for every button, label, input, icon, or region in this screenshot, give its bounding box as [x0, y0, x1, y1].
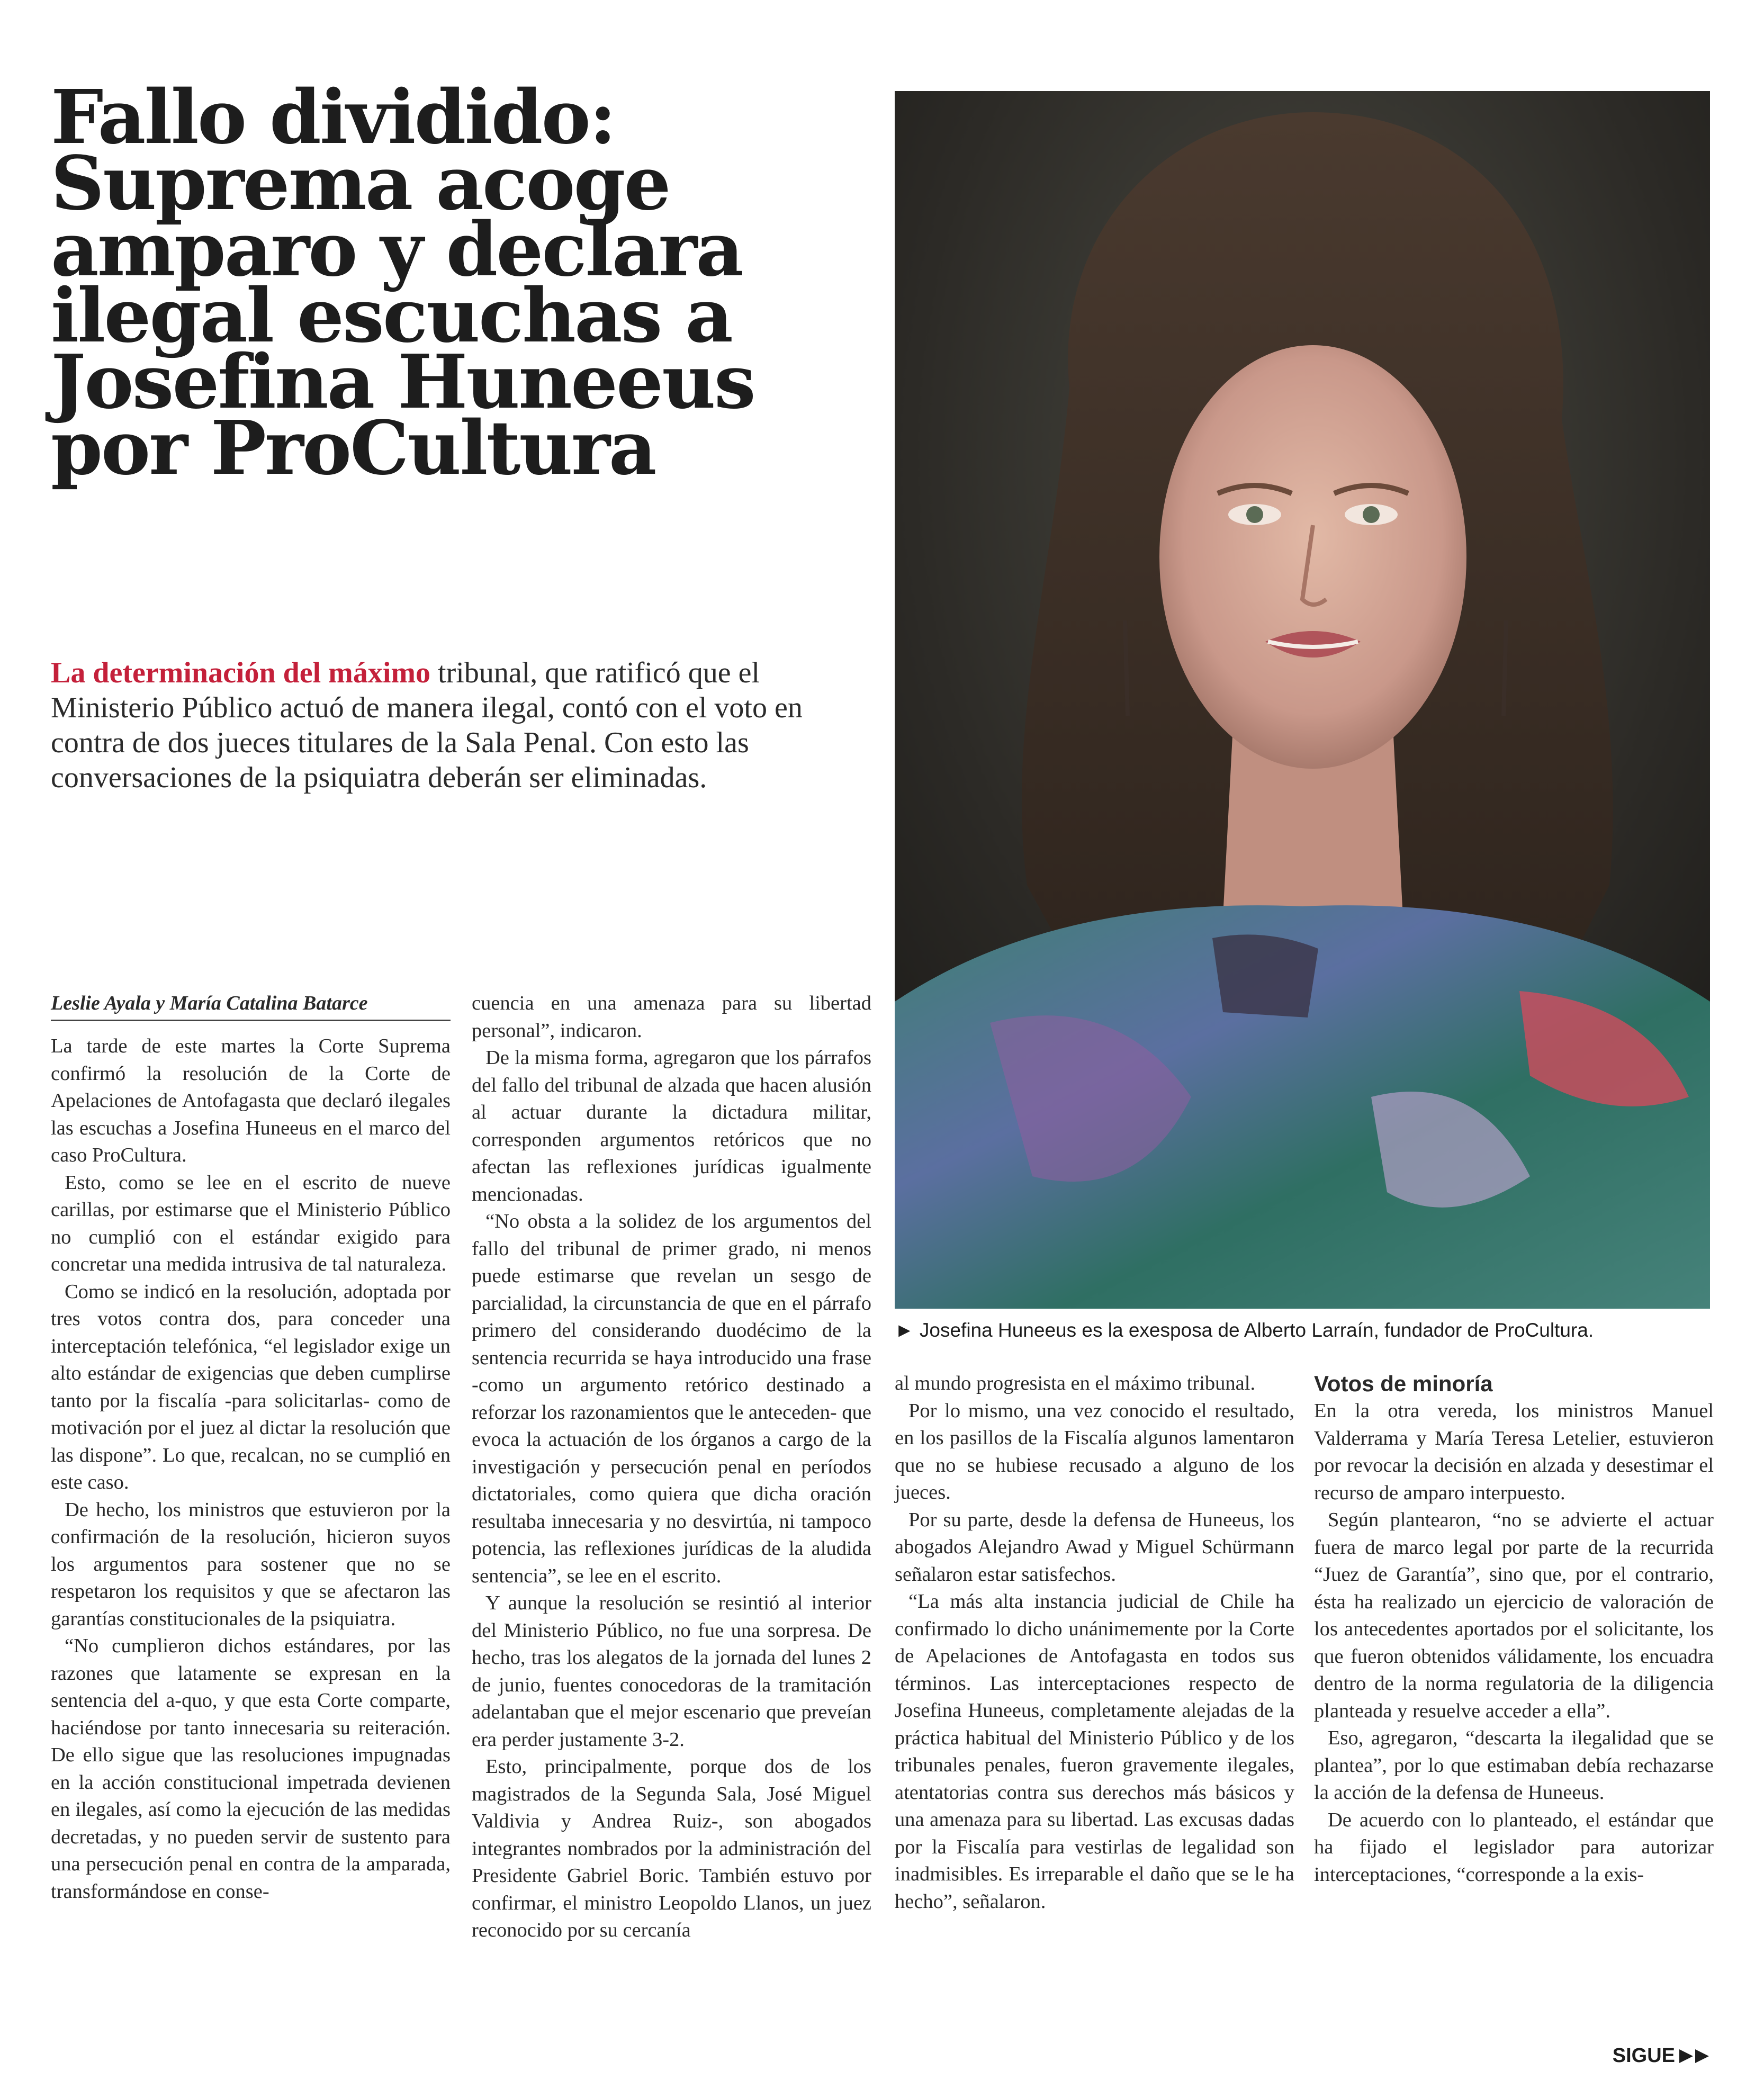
- double-arrow-icon: [1679, 2048, 1711, 2064]
- lede-text: tribunal, que ratificó que el Ministerio Público actuó de manera ilegal, contó con el voto en contra de dos jueces titulares de la Sala Penal. Con esto las conversaciones de la psiquiatra deberán ser eliminadas.: [51, 656, 803, 794]
- paragraph: La tarde de este martes la Corte Suprema confirmó la resolución de la Corte de Apelaciones de Antofagasta que declaró ilegales las escuchas a Josefina Huneeus en el marco del caso ProCultura.: [51, 1035, 451, 1166]
- paragraph: Esto, como se lee en el escrito de nueve carillas, por estimarse que el Ministerio Público no cumplió con el estándar exigido para concretar una medida intrusiva de tal naturaleza.: [51, 1171, 451, 1275]
- article-column-3: [895, 1370, 1294, 1915]
- subhead: Votos de minoría: [1314, 1371, 1493, 1396]
- portrait-photo: [895, 91, 1710, 1309]
- continue-marker: [1613, 2045, 1711, 2067]
- article-column-1: [51, 990, 451, 1905]
- paragraph: al mundo progresista en el máximo tribunal.: [895, 1372, 1256, 1394]
- paragraph: Eso, agregaron, “descarta la ilegalidad que se plantea”, por lo que estimaban debía rechazarse la acción de la defensa de Huneeus.: [1314, 1727, 1714, 1804]
- article-column-2: [472, 990, 871, 1944]
- paragraph: De la misma forma, agregaron que los párrafos del fallo del tribunal de alzada que hacen alusión al actuar durante la dictadura militar, corresponden argumentos retóricos que no afectan las reflexiones jurídicas igualmente mencionadas.: [472, 1047, 871, 1205]
- paragraph: Como se indicó en la resolución, adoptada por tres votos contra dos, para conceder una interceptación telefónica, “el legislador exige un alto estándar de exigencias que deben cumplirse tanto por la fiscalía -para solicitarlas- como de motivación por el juez al dictar la resolución que las dispone”. Lo que, recalcan, no se cumplió en este caso.: [51, 1280, 451, 1493]
- paragraph: Esto, principalmente, porque dos de los magistrados de la Segunda Sala, José Miguel Valdivia y Andrea Ruiz-, son abogados integrantes nombrados por la administración del Presidente Gabriel Boric. También estuvo por confirmar, el ministro Leopoldo Llanos, un juez reconocido por su cercanía: [472, 1755, 871, 1941]
- lede-highlight: La determinación del máximo: [51, 656, 431, 689]
- photo-caption: ► Josefina Huneeus es la exesposa de Alberto Larraín, fundador de ProCultura.: [895, 1319, 1594, 1341]
- headline-line: Josefina Huneeus: [51, 339, 754, 426]
- paragraph: “No obsta a la solidez de los argumentos del fallo del tribunal de primer grado, ni menos puede estimarse que revelan un sesgo de parcialidad, la circunstancia de que en el párrafo primero del considerando duodécimo de la sentencia recurrida se haya introducido una frase -como un argumento retórico destinado a reforzar los razonamientos que le anteceden- que evoca la actuación de los órganos a cargo de la investigación y persecución penal en períodos dictatoriales, como quiera que dicha oración resultaba innecesaria y no desvirtúa, ni tampoco potencia, las reflexiones jurídicas de la aludida sentencia”, se lee en el escrito.: [472, 1210, 871, 1587]
- headline: [51, 74, 877, 492]
- paragraph: De acuerdo con lo planteado, el estándar que ha fijado el legislador para autorizar interceptaciones, “corresponde a la exis-: [1314, 1808, 1714, 1886]
- headline-line: amparo y declara: [51, 206, 742, 293]
- lede: [51, 655, 866, 795]
- paragraph: Según plantearon, “no se advierte el actuar fuera de marco legal por parte de la recurrida “Juez de Garantía”, sino que, por el contrario, ésta ha realizado un ejercicio de valoración de los antecedentes aportados por el solicitante, los que fueron obtenidos válidamente, los encuadra dentro de la norma regulatoria de la diligencia planteada y resuelve acceder a ella”.: [1314, 1509, 1714, 1722]
- article-column-4: [1314, 1370, 1714, 1888]
- paragraph: En la otra vereda, los ministros Manuel Valderrama y María Teresa Letelier, estuvieron por revocar la decisión en alzada y desestimar el recurso de amparo interpuesto.: [1314, 1400, 1714, 1504]
- headline-line: por ProCultura: [51, 405, 655, 492]
- headline-line: Fallo dividido:: [51, 74, 615, 161]
- headline-line: Suprema acoge: [51, 140, 670, 227]
- byline: Leslie Ayala y María Catalina Batarce: [51, 990, 451, 1021]
- headline-line: ilegal escuchas a: [51, 273, 732, 359]
- paragraph: De hecho, los ministros que estuvieron por la confirmación de la resolución, hicieron suyos los argumentos para sostener que no se respetaron los requisitos y que se afectaron las garantías constitucionales de la psiquiatra.: [51, 1498, 451, 1630]
- paragraph: “La más alta instancia judicial de Chile ha confirmado lo dicho unánimemente por la Corte de Apelaciones de Antofagasta en todos sus términos. Las interceptaciones respecto de Josefina Huneeus, completamente alejadas de la práctica habitual del Ministerio Público y de los tribunales penales, fueron gravemente ilegales, atentatorias contra sus derechos más básicos y una amenaza para su libertad. Las excusas dadas por la Fiscalía para vestirlas de legalidad son inadmisibles. Es irreparable el daño que se le ha hecho”, señalaron.: [895, 1590, 1294, 1913]
- paragraph: Por su parte, desde la defensa de Huneeus, los abogados Alejandro Awad y Miguel Schürmann señalaron estar satisfechos.: [895, 1508, 1294, 1586]
- paragraph: Y aunque la resolución se resintió al interior del Ministerio Público, no fue una sorpresa. De hecho, tras los alegatos de la jornada del lunes 2 de junio, fuentes conocedoras de la tramitación adelantaban que el mejor escenario que preveían era perder justamente 3-2.: [472, 1592, 871, 1751]
- paragraph: Por lo mismo, una vez conocido el resultado, en los pasillos de la Fiscalía algunos lamentaron que no se hubiese recusado a alguno de los jueces.: [895, 1399, 1294, 1503]
- paragraph: cuencia en una amenaza para su libertad personal”, indicaron.: [472, 992, 871, 1042]
- portrait-illustration: [895, 91, 1710, 1309]
- continue-label: SIGUE: [1612, 2045, 1675, 2067]
- paragraph: “No cumplieron dichos estándares, por las razones que latamente se expresan en la sentencia del a-quo, y que esta Corte comparte, haciéndose por tanto innecesaria su reiteración. De ello sigue que las resoluciones impugnadas en la acción constitucional impetrada devienen en ilegales, así como la ejecución de las medidas decretadas, y no pueden servir de sustento para una persecución penal en contra de la amparada, transformándose en conse-: [51, 1635, 451, 1903]
